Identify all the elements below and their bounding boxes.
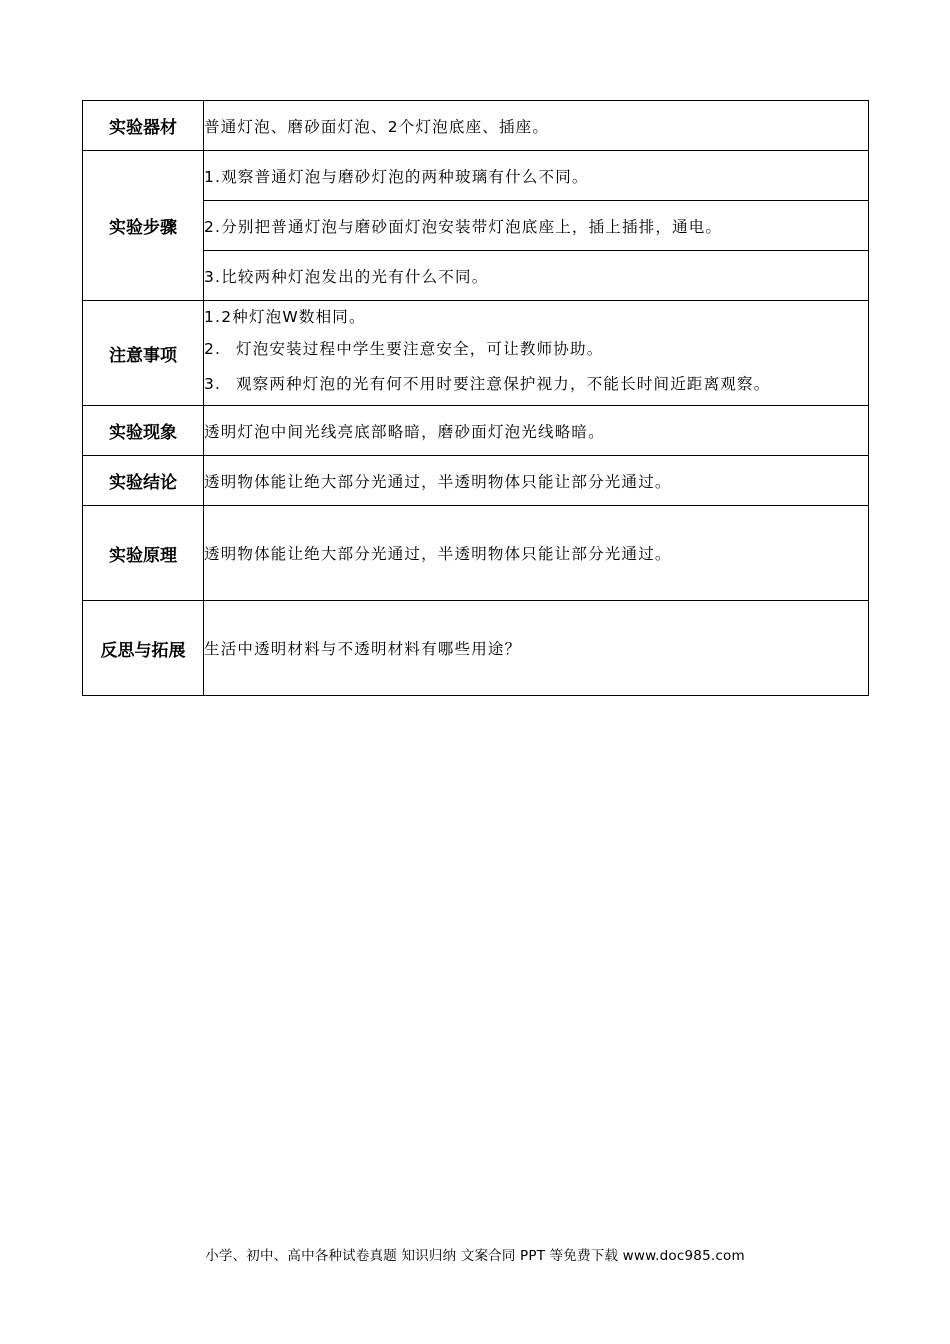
label-conclusion: 实验结论 [83, 456, 204, 506]
experiment-table [82, 100, 869, 696]
value-principle: 透明物体能让绝大部分光通过，半透明物体只能让部分光通过。 [204, 506, 869, 601]
value-materials: 普通灯泡、磨砂面灯泡、2个灯泡底座、插座。 [204, 101, 869, 151]
note-item-2 [204, 332, 868, 367]
row-materials [83, 101, 869, 151]
step-item-1: 1.观察普通灯泡与磨砂灯泡的两种玻璃有什么不同。 [204, 151, 869, 201]
note-item-1 [204, 304, 868, 332]
value-phenomenon: 透明灯泡中间光线亮底部略暗，磨砂面灯泡光线略暗。 [204, 406, 869, 456]
note-text-2: 灯泡安装过程中学生要注意安全，可让教师协助。 [236, 340, 604, 358]
label-principle: 实验原理 [83, 506, 204, 601]
step-item-2: 2.分别把普通灯泡与磨砂面灯泡安装带灯泡底座上，插上插排，通电。 [204, 201, 869, 251]
label-notes: 注意事项 [83, 301, 204, 406]
value-conclusion: 透明物体能让绝大部分光通过，半透明物体只能让部分光通过。 [204, 456, 869, 506]
row-principle [83, 506, 869, 601]
row-phenomenon [83, 406, 869, 456]
value-notes [204, 301, 869, 406]
note-text-1: 1.2种灯泡W数相同。 [204, 308, 366, 326]
note-number-3: 3. [204, 375, 222, 393]
note-item-3 [204, 367, 868, 402]
value-reflection: 生活中透明材料与不透明材料有哪些用途？ [204, 601, 869, 696]
note-text-3: 观察两种灯泡的光有何不用时要注意保护视力，不能长时间近距离观察。 [236, 375, 771, 393]
row-steps-1 [83, 151, 869, 201]
label-reflection: 反思与拓展 [83, 601, 204, 696]
label-steps: 实验步骤 [83, 151, 204, 301]
label-materials: 实验器材 [83, 101, 204, 151]
note-number-2: 2. [204, 340, 222, 358]
row-reflection [83, 601, 869, 696]
row-conclusion [83, 456, 869, 506]
label-phenomenon: 实验现象 [83, 406, 204, 456]
row-notes [83, 301, 869, 406]
page-footer: 小学、初中、高中各种试卷真题 知识归纳 文案合同 PPT 等免费下载 www.doc985.com [205, 1248, 745, 1264]
step-item-3: 3.比较两种灯泡发出的光有什么不同。 [204, 251, 869, 301]
